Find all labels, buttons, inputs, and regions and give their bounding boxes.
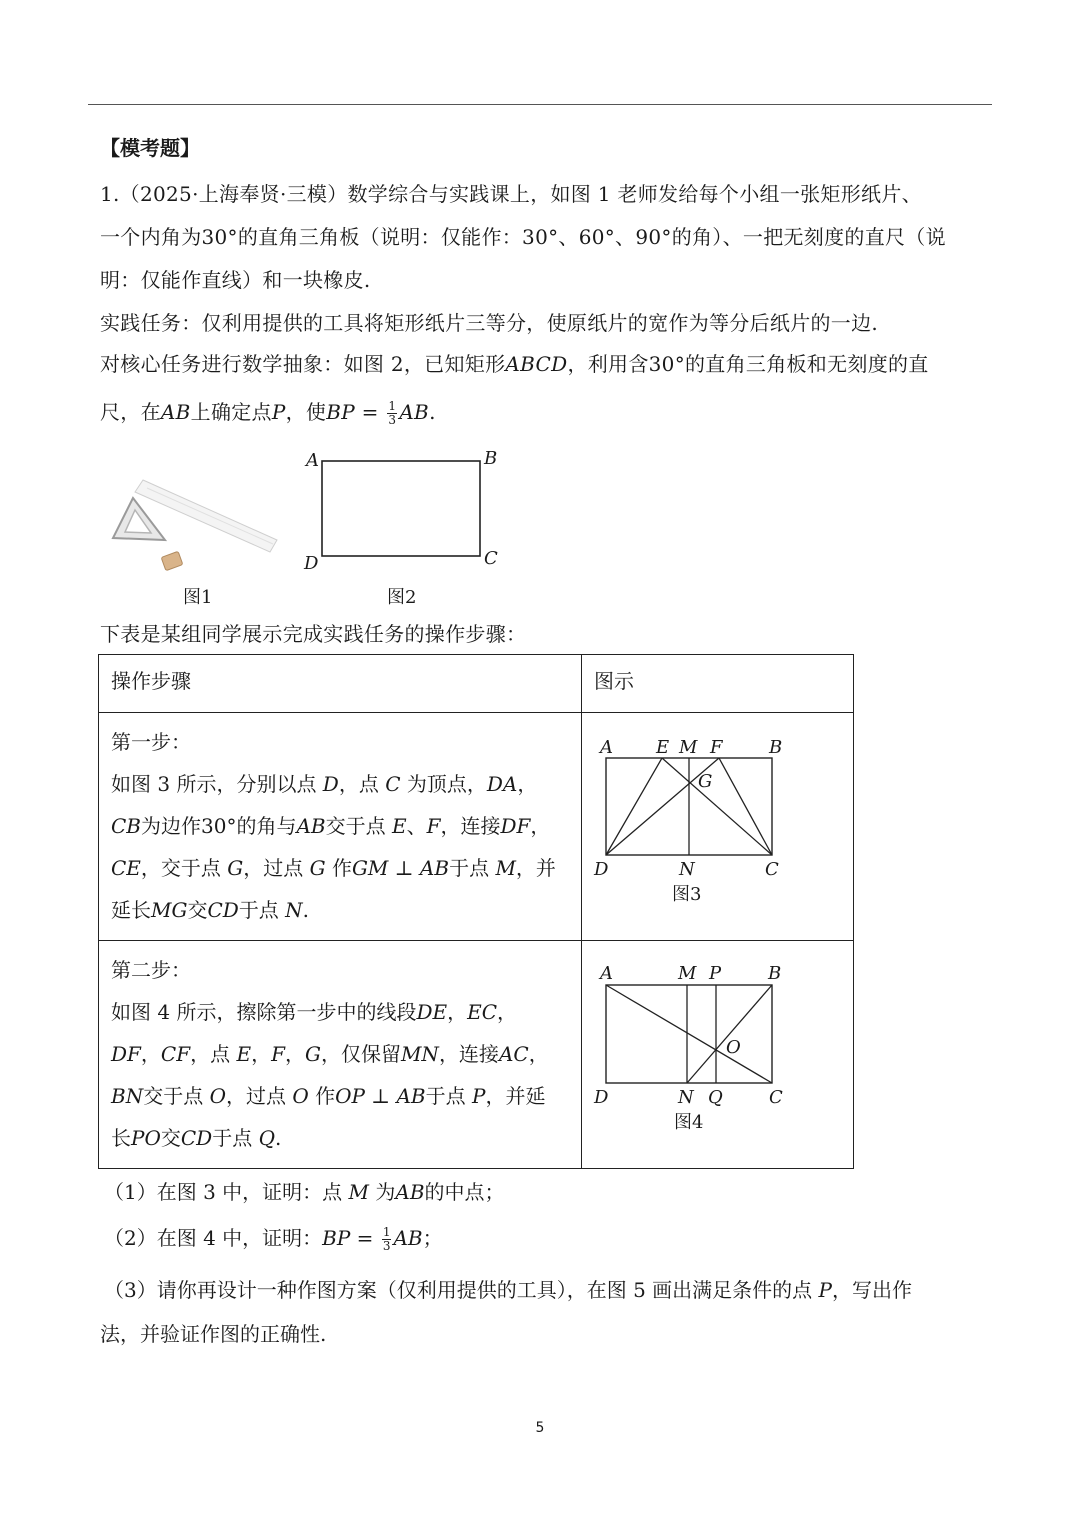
fig4-label-P: P	[709, 963, 722, 984]
step2-text	[99, 941, 581, 1159]
fig3-label-C: C	[765, 859, 779, 880]
fig4-label-D: D	[594, 1087, 609, 1108]
fig3-label-A: A	[600, 737, 613, 758]
step2-line1: 如图 4 所示，擦除第一步中的线段DE，EC，	[111, 1000, 517, 1024]
fig1-tools-illustration	[105, 470, 285, 580]
fig4-label-A: A	[600, 963, 613, 984]
question-1: （1）在图 3 中，证明：点 M 为AB的中点；	[104, 1180, 505, 1204]
fig3-label-N: N	[679, 859, 695, 880]
step2-line2: DF，CF，点 E，F，G，仅保留MN，连接AC，	[111, 1042, 549, 1066]
fig3-label-D: D	[594, 859, 609, 880]
step1-line2: CB为边作30°的角与AB交于点 E、F，连接DF，	[111, 814, 551, 838]
fig2-label-B: B	[484, 448, 498, 469]
fig3-label-G: G	[698, 771, 713, 792]
step2-cell	[99, 941, 582, 1169]
problem-line-4: 实践任务：仅利用提供的工具将矩形纸片三等分，使原纸片的宽作为等分后纸片的一边.	[100, 311, 879, 335]
header-steps: 操作步骤	[111, 669, 191, 693]
fig4-cell	[582, 941, 854, 1169]
fig3-label-B: B	[769, 737, 783, 758]
fig4-label-Q: Q	[708, 1087, 723, 1108]
page-number: 5	[535, 1420, 545, 1436]
step2-title: 第二步：	[111, 958, 191, 982]
problem-line-2: 一个内角为30°的直角三角板（说明：仅能作：30°、60°、90°的角）、一把无刻度的直尺（说	[100, 225, 946, 249]
top-rule	[88, 104, 992, 105]
step1-title: 第一步：	[111, 730, 191, 754]
steps-table	[98, 654, 854, 1169]
fig4-label-N: N	[678, 1087, 694, 1108]
step1-line3: CE，交于点 G，过点 G 作GM ⊥ AB于点 M，并	[111, 856, 556, 880]
step1-line4: 延长MG交CD于点 N.	[111, 898, 310, 922]
problem-line-1: 1.（2025·上海奉贤·三模）数学综合与实践课上，如图 1 老师发给每个小组一张矩形纸片、	[100, 182, 922, 206]
header-diagram-cell	[582, 655, 854, 713]
fraction-one-third: $\frac{1}{3}$	[388, 399, 397, 427]
step1-line1: 如图 3 所示，分别以点 D，点 C 为顶点，DA，	[111, 772, 538, 796]
problem-line-6: 尺，在AB上确定点P，使BP = $\frac{1}{3}$ AB.	[100, 399, 436, 427]
fig3-label-M: M	[679, 737, 698, 758]
question-2: （2）在图 4 中，证明：BP = $\frac{1}{3}$ AB；	[104, 1225, 443, 1253]
step1-cell	[99, 713, 582, 941]
fig2-label-C: C	[484, 548, 498, 569]
fig3-label-E: E	[656, 737, 670, 758]
fig4-label-B: B	[768, 963, 782, 984]
fig2-label-D: D	[304, 553, 319, 574]
fraction-one-third-q2: $\frac{1}{3}$	[382, 1225, 391, 1253]
problem-line-3: 明：仅能作直线）和一块橡皮.	[100, 268, 371, 292]
header-steps-cell	[99, 655, 582, 713]
fig3-label-F: F	[710, 737, 723, 758]
fig4-label-M: M	[678, 963, 697, 984]
step2-line3: BN交于点 O，过点 O 作OP ⊥ AB于点 P，并延	[111, 1084, 546, 1108]
fig4-caption: 图4	[674, 1112, 704, 1133]
table-intro: 下表是某组同学展示完成实践任务的操作步骤：	[100, 622, 527, 646]
section-heading: 【模考题】	[100, 136, 200, 160]
problem-line-5: 对核心任务进行数学抽象：如图 2，已知矩形ABCD，利用含30°的直角三角板和无刻度的直	[100, 352, 929, 376]
fig3-cell	[582, 713, 854, 941]
question-3-line-2: 法，并验证作图的正确性.	[100, 1322, 327, 1346]
fig1-caption: 图1	[183, 587, 213, 608]
fig3-caption: 图3	[672, 884, 702, 905]
fig4-diagram	[582, 941, 853, 1168]
fig2-caption: 图2	[387, 587, 417, 608]
fig2-label-A: A	[306, 450, 319, 471]
fig2-rectangle-diagram	[300, 446, 510, 576]
question-3-line-1: （3）请你再设计一种作图方案（仅利用提供的工具），在图 5 画出满足条件的点 P，写出作	[104, 1278, 912, 1302]
step1-text	[99, 713, 581, 931]
fig3-diagram	[582, 713, 853, 940]
step2-line4: 长PO交CD于点 Q.	[111, 1126, 282, 1150]
fig4-label-C: C	[769, 1087, 783, 1108]
header-diagram: 图示	[594, 669, 634, 693]
fig4-label-O: O	[726, 1037, 741, 1058]
